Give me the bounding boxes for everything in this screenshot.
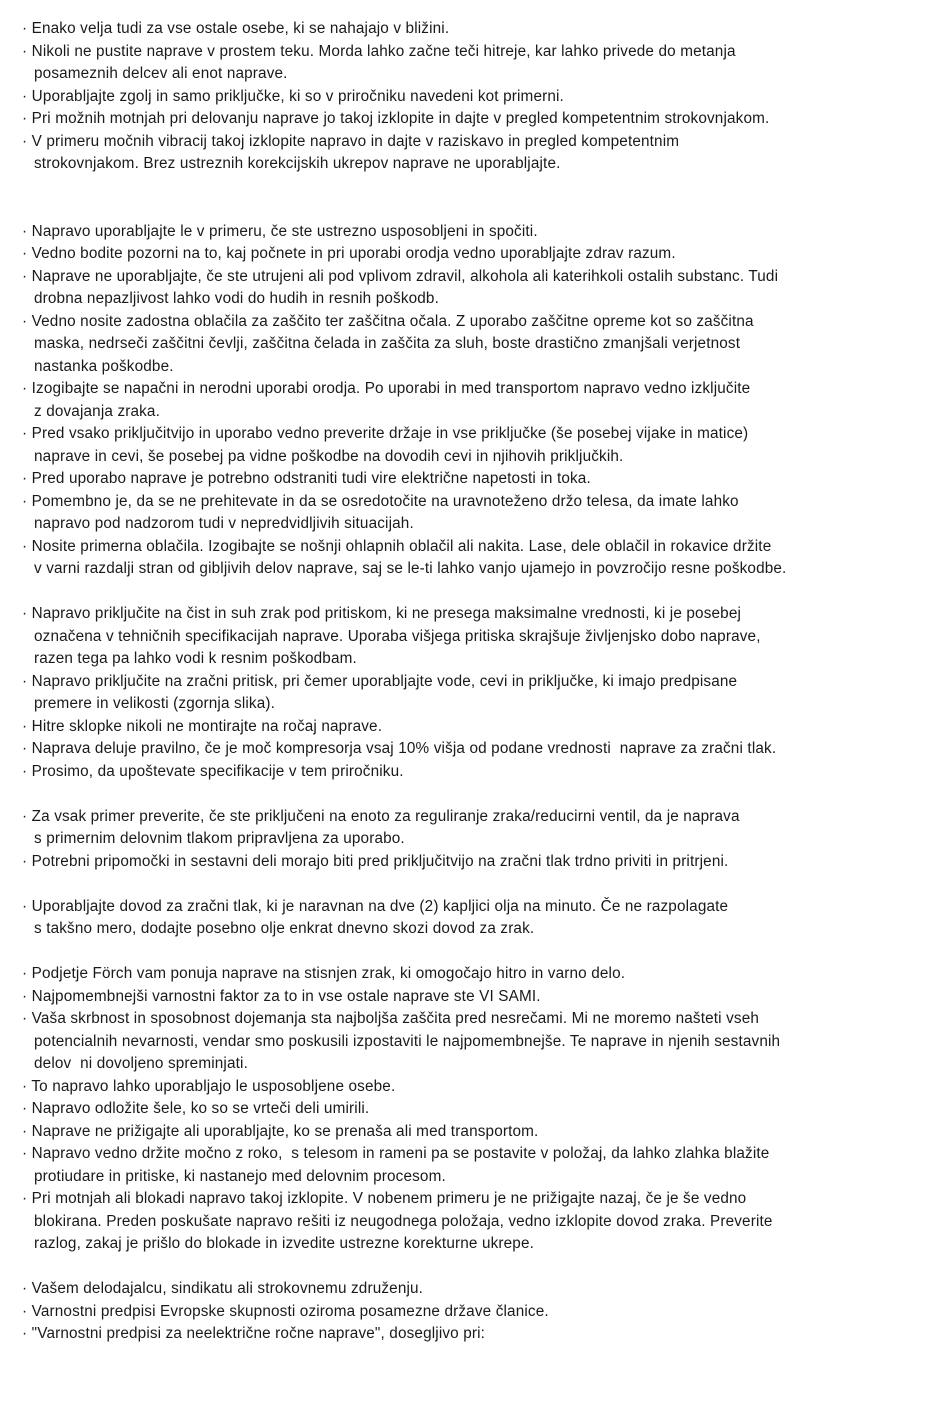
bullet-text: · Nikoli ne pustite naprave v prostem teku. Morda lahko začne teči hitreje, kar lahko privede do metanja [22,42,736,60]
bullet-item [22,1076,932,1099]
bullet-text: · Za vsak primer preverite, če ste priključeni na enoto za reguliranje zraka/reducirni ventil, da je naprava [22,807,740,825]
bullet-text: · Vedno nosite zadostna oblačila za zaščito ter zaščitna očala. Z uporabo zaščitne opreme kot so zaščitna [22,312,754,330]
bullet-item [22,716,932,739]
section-6 [22,963,932,1256]
bullet-text: · "Varnostni predpisi za neelektrične ročne naprave", dosegljivo pri: [22,1325,486,1342]
bullet-item [22,738,932,761]
bullet-text-continuation: s primernim delovnim tlakom pripravljena za uporabo. [34,830,405,847]
bullet-text: · Naprave ne prižigajte ali uporabljajte, ko se prenaša ali med transportom. [22,1122,539,1140]
bullet-text: · Napravo priključite na čist in suh zrak pod pritiskom, ki ne presega maksimalne vrednosti, ki je posebej [22,605,742,622]
bullet-text: · Napravo uporabljajte le v primeru, če ste ustrezno usposobljeni in spočiti. [22,222,538,240]
bullet-text: · Podjetje Förch vam ponuja naprave na stisnjen zrak, ki omogočajo hitro in varno delo. [22,965,626,982]
bullet-text-continuation: s takšno mero, dodajte posebno olje enkrat dnevno skozi dovod za zrak. [34,920,535,937]
bullet-item [22,41,932,86]
section-gap [22,941,932,964]
bullet-text-continuation: posameznih delcev ali enot naprave. [34,65,288,82]
bullet-text: · Pred vsako priključitvijo in uporabo vedno preverite držaje in vse priključke (še posebej vijake in matice) [22,425,749,442]
bullet-text-continuation: maska, nedrseči zaščitni čevlji, zaščitna čelada in zaščita za sluh, boste drastično zmanjšali verjetnost [34,335,741,352]
bullet-text: · Nosite primerna oblačila. Izogibajte se nošnji ohlapnih oblačil ali nakita. Lase, dele oblačil in rokavice držite [22,537,772,555]
bullet-item [22,378,932,423]
bullet-text: · Uporabljajte zgolj in samo priključke, ki so v priročniku navedeni kot primerni. [22,87,564,105]
bullet-text: · V primeru močnih vibracij takoj izklopite napravo in dajte v raziskavo in pregled kompetentnim [22,132,680,150]
bullet-text: · Vaša skrbnost in sposobnost dojemanja sta najboljša zaščita pred nesrečami. Mi ne moremo našteti vseh [22,1010,760,1027]
section-gap [22,1256,932,1279]
bullet-text: · Uporabljajte dovod za zračni tlak, ki je naravnan na dve (2) kapljici olja na minuto. Če ne razpolagate [22,897,729,915]
bullet-text: · Napravo priključite na zračni pritisk, pri čemer uporabljajte vode, cevi in priključke, ki imajo predpisane [22,672,738,690]
bullet-text: · Pri možnih motnjah pri delovanju naprave jo takoj izklopite in dajte v pregled kompetentnim strokovnjakom. [22,110,770,127]
bullet-item [22,221,932,244]
bullet-text-continuation: strokovnjakom. Brez ustreznih korekcijskih ukrepov naprave ne uporabljajte. [34,155,561,172]
bullet-item [22,1098,932,1121]
bullet-item [22,1323,932,1346]
bullet-item [22,1188,932,1256]
bullet-text: · Naprave ne uporabljajte, če ste utrujeni ali pod vplivom zdravil, alkohola ali katerihkoli ostalih substanc. Tudi [22,267,779,285]
bullet-text-continuation: blokirana. Preden poskušate napravo rešiti iz neugodnega položaja, vedno izklopite dovod zraka. Preverite [34,1212,773,1230]
bullet-text: · Najpomembnejši varnostni faktor za to in vse ostale naprave ste VI SAMI. [22,987,541,1005]
bullet-item [22,1143,932,1188]
bullet-text: · Varnostni predpisi Evropske skupnosti oziroma posamezne države članice. [22,1302,549,1320]
bullet-text: · Prosimo, da upoštevate specifikacije v tem priročniku. [22,762,404,780]
section-gap [22,783,932,806]
bullet-text-continuation: drobna nepazljivost lahko vodi do hudih in resnih poškodb. [34,290,439,307]
section-gap [22,873,932,896]
bullet-text: · To napravo lahko uporabljajo le usposobljene osebe. [22,1077,396,1095]
bullet-item [22,536,932,581]
bullet-item [22,18,932,41]
bullet-text-continuation: razlog, zakaj je prišlo do blokade in izvedite ustrezne korekturne ukrepe. [34,1235,535,1252]
bullet-item [22,86,932,109]
bullet-text-continuation: nastanka poškodbe. [34,357,174,375]
bullet-text: · Hitre sklopke nikoli ne montirajte na ročaj naprave. [22,717,383,735]
bullet-item [22,131,932,176]
section-1 [22,18,932,176]
bullet-item [22,243,932,266]
bullet-item [22,671,932,716]
bullet-text: · Napravo vedno držite močno z roko, s telesom in rameni pa se postavite v položaj, da lahko zlahka blažite [22,1145,770,1162]
bullet-text-continuation: razen tega pa lahko vodi k resnim poškodbam. [34,650,357,667]
section-gap [22,176,932,221]
section-4 [22,806,932,874]
bullet-text-continuation: naprave in cevi, še posebej pa vidne poškodbe na dovodih cevi in njihovih priključkih. [34,447,624,465]
section-gap [22,581,932,604]
document-body [22,18,932,1346]
bullet-text: · Enako velja tudi za vse ostale osebe, ki se nahajajo v bližini. [22,20,450,37]
bullet-item [22,1121,932,1144]
section-2 [22,221,932,581]
bullet-item [22,491,932,536]
bullet-item [22,896,932,941]
bullet-item [22,1278,932,1301]
bullet-text: · Napravo odložite šele, ko so se vrteči deli umirili. [22,1100,370,1117]
section-5 [22,896,932,941]
bullet-text: · Naprava deluje pravilno, če je moč kompresorja vsaj 10% višja od podane vrednosti naprave za zračni tlak. [22,740,777,757]
section-3 [22,603,932,783]
bullet-item [22,1008,932,1076]
bullet-text-continuation: označena v tehničnih specifikacijah naprave. Uporaba višjega pritiska skrajšuje življenjsko dobo naprave, [34,627,761,645]
bullet-item [22,468,932,491]
bullet-text-continuation: protiudare in pritiske, ki nastanejo med delovnim procesom. [34,1167,446,1185]
bullet-item [22,986,932,1009]
bullet-item [22,851,932,874]
bullet-text: · Vedno bodite pozorni na to, kaj počnete in pri uporabi orodja vedno uporabljajte zdrav razum. [22,245,676,262]
bullet-item [22,108,932,131]
bullet-text: · Potrebni pripomočki in sestavni deli morajo biti pred priključitvijo na zračni tlak trdno priviti in pritrjeni. [22,852,729,870]
bullet-text-continuation: z dovajanja zraka. [34,402,160,420]
bullet-text-continuation: v varni razdalji stran od gibljivih delov naprave, saj se le-ti lahko vanjo ujamejo in povzročijo resne poškodbe. [34,560,787,577]
bullet-item [22,266,932,311]
bullet-text-continuation: delov ni dovoljeno spreminjati. [34,1055,248,1072]
bullet-item [22,806,932,851]
bullet-text: · Pomembno je, da se ne prehitevate in da se osredotočite na uravnoteženo držo telesa, da imate lahko [22,492,739,510]
bullet-item [22,311,932,379]
bullet-text: · Pri motnjah ali blokadi napravo takoj izklopite. V nobenem primeru je ne prižigajte nazaj, če je še vedno [22,1190,747,1207]
bullet-item [22,761,932,784]
bullet-text: · Pred uporabo naprave je potrebno odstraniti tudi vire električne napetosti in toka. [22,470,591,487]
section-7 [22,1278,932,1346]
bullet-item [22,1301,932,1324]
bullet-text-continuation: premere in velikosti (zgornja slika). [34,695,276,712]
bullet-item [22,603,932,671]
bullet-text: · Vašem delodajalcu, sindikatu ali strokovnemu združenju. [22,1280,424,1297]
bullet-item [22,423,932,468]
bullet-text: · Izogibajte se napačni in nerodni uporabi orodja. Po uporabi in med transportom napravo vedno izključite [22,380,751,397]
bullet-text-continuation: potencialnih nevarnosti, vendar smo poskusili izpostaviti le najpomembnejše. Te naprave in njenih sestavnih [34,1032,781,1050]
bullet-item [22,963,932,986]
bullet-text-continuation: napravo pod nadzorom tudi v nepredvidljivih situacijah. [34,515,414,532]
